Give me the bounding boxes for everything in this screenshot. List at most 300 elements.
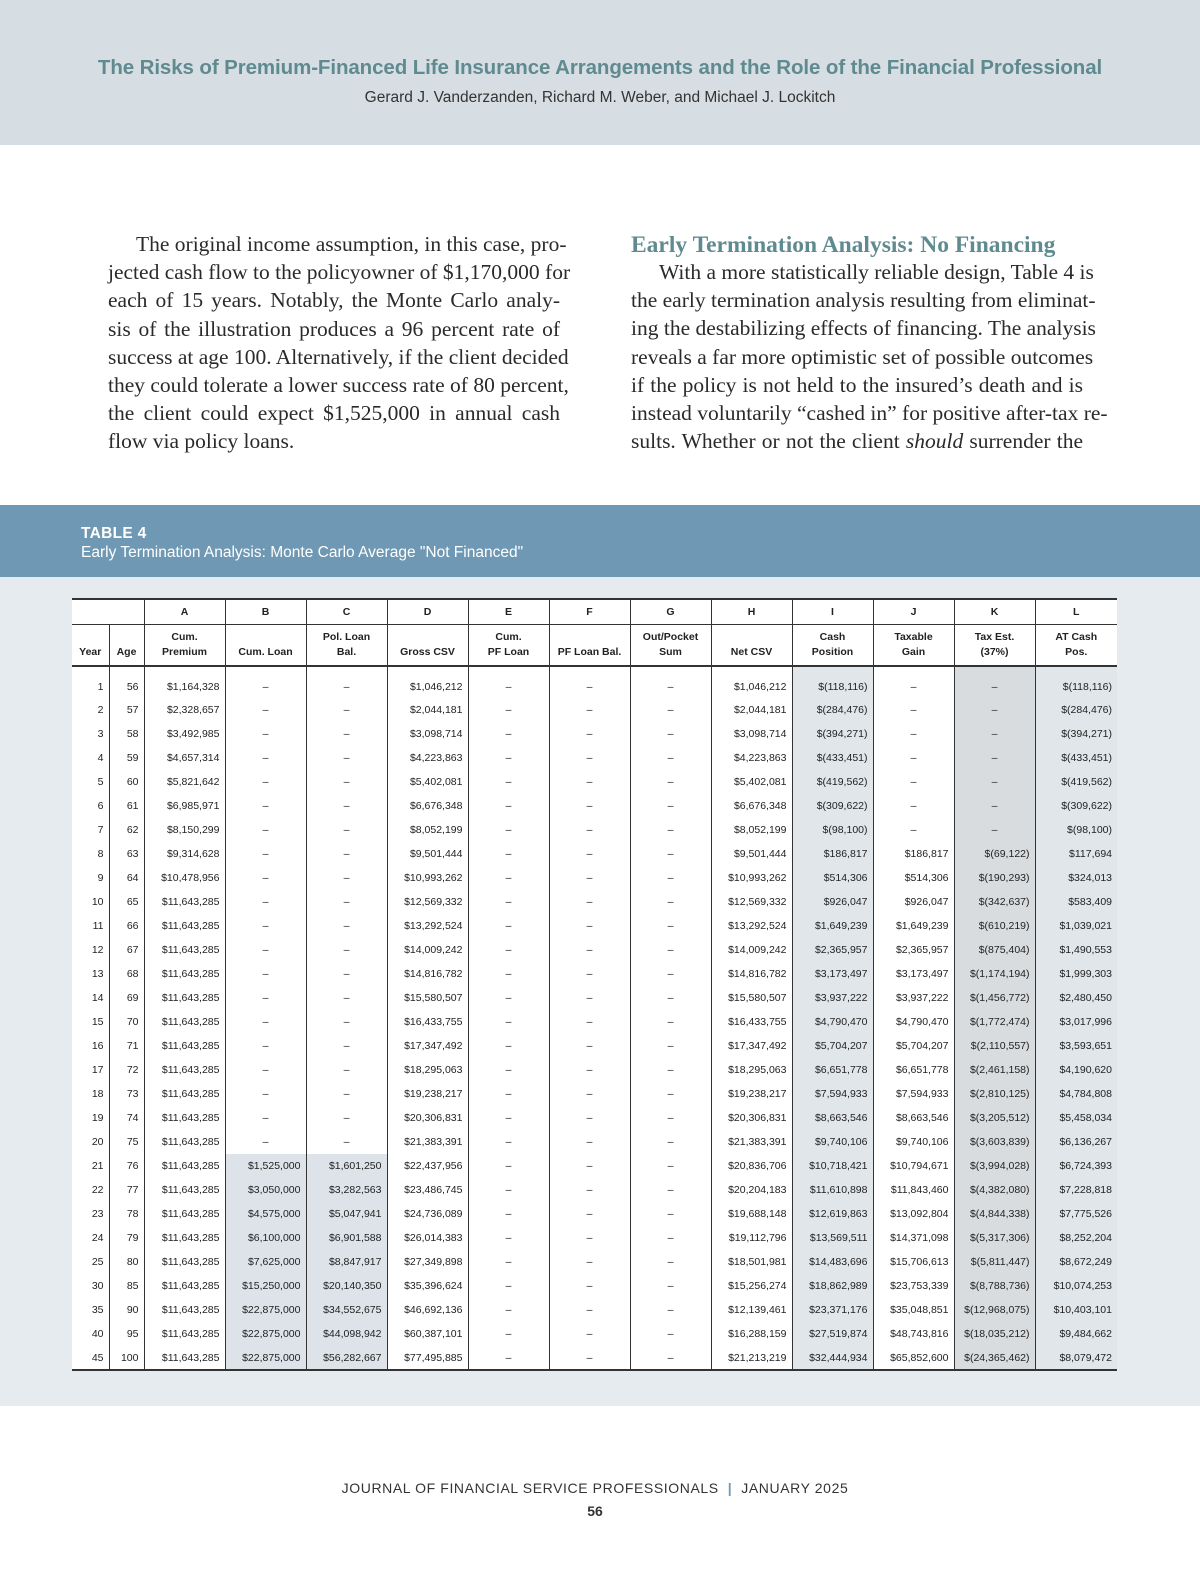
table-cell: $20,306,831: [711, 1106, 792, 1130]
table-cell: $2,328,657: [144, 698, 225, 722]
table-cell: –: [549, 666, 630, 698]
table-cell: 9: [97, 872, 104, 884]
table-cell: –: [306, 1082, 387, 1106]
table-cell: $8,079,472: [1035, 1346, 1117, 1370]
table-cell: $1,164,328: [144, 666, 225, 698]
right-line: With a more statistically reliable design, Table 4 is: [659, 260, 1094, 284]
journal-name: JOURNAL OF FINANCIAL SERVICE PROFESSIONALS: [341, 1480, 719, 1496]
table-cell: $514,306: [873, 866, 954, 890]
table-cell: –: [306, 842, 387, 866]
table-cell: –: [549, 1322, 630, 1346]
table-cell: $26,014,383: [387, 1226, 468, 1250]
table-cell: –: [549, 698, 630, 722]
table-cell: $1,046,212: [387, 666, 468, 698]
table-cell: $3,937,222: [792, 986, 873, 1010]
table-cell: 60: [109, 770, 144, 794]
column-header-text: Position: [811, 646, 854, 658]
table-cell: $8,663,546: [873, 1106, 954, 1130]
table-cell: $13,092,804: [873, 1202, 954, 1226]
table-cell: $11,643,285: [144, 1010, 225, 1034]
table-cell: $117,694: [1035, 842, 1117, 866]
column-header: [1035, 624, 1117, 666]
table-row: [72, 914, 1117, 938]
table-cell: $6,901,588: [306, 1226, 387, 1250]
right-line: [631, 427, 1083, 455]
table-cell: $11,643,285: [144, 1322, 225, 1346]
column-header: [792, 624, 873, 666]
table-cell: $4,657,314: [144, 746, 225, 770]
table-cell: $14,009,242: [387, 938, 468, 962]
table-cell: $3,050,000: [225, 1178, 306, 1202]
table-cell: –: [873, 666, 954, 698]
table-cell: $(875,404): [954, 938, 1035, 962]
table-cell: $1,649,239: [792, 914, 873, 938]
table-cell: –: [549, 722, 630, 746]
table-cell: 14: [91, 992, 104, 1004]
table-cell: 57: [109, 698, 144, 722]
table-cell: –: [225, 722, 306, 746]
table-cell: $65,852,600: [873, 1346, 954, 1370]
column-header: [549, 624, 630, 666]
table-cell: $1,490,553: [1035, 938, 1117, 962]
issue-date: JANUARY 2025: [741, 1480, 849, 1496]
table-cell: 69: [109, 986, 144, 1010]
table-cell: 90: [109, 1298, 144, 1322]
table-cell: –: [630, 1322, 711, 1346]
table-cell: 80: [109, 1250, 144, 1274]
table-cell: –: [630, 962, 711, 986]
table-cell: $9,501,444: [711, 842, 792, 866]
table-cell: $60,387,101: [387, 1322, 468, 1346]
table-caption: Early Termination Analysis: Monte Carlo Average "Not Financed": [81, 544, 524, 561]
table-cell: –: [954, 722, 1035, 746]
table-cell: $5,704,207: [792, 1034, 873, 1058]
column-header-text: Net CSV: [730, 646, 773, 658]
table-cell: $11,643,285: [144, 1130, 225, 1154]
table-cell: $(342,637): [954, 890, 1035, 914]
column-letter: L: [1035, 599, 1117, 624]
column-header: [225, 624, 306, 666]
table-cell: $3,282,563: [306, 1178, 387, 1202]
table-cell: –: [468, 1106, 549, 1130]
column-header-text: Out/Pocket: [642, 631, 699, 643]
table-cell: $4,784,808: [1035, 1082, 1117, 1106]
table-cell: $514,306: [792, 866, 873, 890]
table-cell: $4,223,863: [711, 746, 792, 770]
table-cell: –: [468, 1178, 549, 1202]
table-cell: $24,736,089: [387, 1202, 468, 1226]
table-cell: $22,437,956: [387, 1154, 468, 1178]
table-cell: $13,292,524: [387, 914, 468, 938]
table-cell: –: [630, 1082, 711, 1106]
table-cell: –: [306, 722, 387, 746]
table-cell: $(309,622): [792, 794, 873, 818]
column-header: [954, 624, 1035, 666]
table-cell: $11,643,285: [144, 1274, 225, 1298]
table-cell: 75: [109, 1130, 144, 1154]
table-cell: –: [630, 1130, 711, 1154]
table-cell: –: [549, 1106, 630, 1130]
table-cell: 21: [91, 1160, 104, 1172]
column-letter: H: [711, 599, 792, 624]
table-cell: 11: [92, 920, 104, 932]
column-header: [144, 624, 225, 666]
table-cell: –: [954, 794, 1035, 818]
table-cell: $(2,461,158): [954, 1058, 1035, 1082]
table-cell: –: [468, 1298, 549, 1322]
table-cell: –: [954, 818, 1035, 842]
table-cell: $35,396,624: [387, 1274, 468, 1298]
table-cell: –: [225, 1058, 306, 1082]
table-cell: 78: [109, 1202, 144, 1226]
table-row: [72, 1154, 1117, 1178]
table-cell: –: [306, 986, 387, 1010]
table-cell: 1: [97, 680, 104, 693]
column-header: [630, 624, 711, 666]
table-cell: –: [468, 1082, 549, 1106]
table-cell: –: [630, 938, 711, 962]
table-cell: –: [549, 1250, 630, 1274]
table-cell: $13,569,511: [792, 1226, 873, 1250]
table-cell: $(8,788,736): [954, 1274, 1035, 1298]
table-cell: –: [225, 842, 306, 866]
table-cell: –: [225, 770, 306, 794]
column-header-text: Pol. Loan: [322, 631, 371, 643]
table-cell: 20: [91, 1136, 104, 1148]
table-cell: –: [873, 698, 954, 722]
table-cell: $7,625,000: [225, 1250, 306, 1274]
table-cell: –: [549, 1130, 630, 1154]
table-cell: –: [468, 722, 549, 746]
table-cell: $15,706,613: [873, 1250, 954, 1274]
table-cell: –: [225, 1106, 306, 1130]
table-cell: $15,580,507: [387, 986, 468, 1010]
table-row: [72, 1082, 1117, 1106]
table-cell: 67: [109, 938, 144, 962]
table-cell: $12,619,863: [792, 1202, 873, 1226]
table-cell: –: [306, 746, 387, 770]
table-cell: $5,704,207: [873, 1034, 954, 1058]
table-cell: $20,306,831: [387, 1106, 468, 1130]
table-cell: –: [468, 1154, 549, 1178]
table-cell: –: [873, 818, 954, 842]
right-line: reveals a far more optimistic set of possible outcomes: [631, 344, 1094, 369]
table-cell: –: [549, 1298, 630, 1322]
table-cell: –: [468, 1010, 549, 1034]
table-row: [72, 986, 1117, 1010]
table-row: [72, 890, 1117, 914]
table-cell: –: [630, 866, 711, 890]
table-cell: $15,580,507: [711, 986, 792, 1010]
column-header-text: Pos.: [1065, 646, 1088, 658]
table-cell: –: [225, 1034, 306, 1058]
table-cell: –: [306, 1106, 387, 1130]
table-cell: $8,847,917: [306, 1250, 387, 1274]
table-cell: $(419,562): [792, 770, 873, 794]
table-cell: –: [306, 1130, 387, 1154]
left-column: [108, 230, 571, 456]
table-cell: 100: [109, 1346, 144, 1370]
table-cell: $1,039,021: [1035, 914, 1117, 938]
footer-journal: [0, 1480, 1190, 1496]
right-line: the early termination analysis resulting from eliminat-: [631, 288, 1096, 313]
left-line: each of 15 years. Notably, the Monte Carlo analy-: [108, 288, 560, 313]
table-cell: 59: [109, 746, 144, 770]
table-cell: $7,775,526: [1035, 1202, 1117, 1226]
table-cell: $56,282,667: [306, 1346, 387, 1370]
table-cell: $(118,116): [792, 666, 873, 698]
table-cell: $44,098,942: [306, 1322, 387, 1346]
table-cell: $(12,968,075): [954, 1298, 1035, 1322]
column-header-text: Year: [79, 646, 102, 658]
table-cell: –: [630, 1346, 711, 1370]
table-cell: $8,663,546: [792, 1106, 873, 1130]
table-cell: –: [549, 914, 630, 938]
table-cell: $11,643,285: [144, 1154, 225, 1178]
column-letter: G: [630, 599, 711, 624]
table-cell: $(284,476): [1035, 698, 1117, 722]
left-line: sis of the illustration produces a 96 percent rate of: [108, 316, 560, 341]
table-cell: –: [468, 914, 549, 938]
table-cell: $8,150,299: [144, 818, 225, 842]
table-cell: $(3,205,512): [954, 1106, 1035, 1130]
table-cell: $23,753,339: [873, 1274, 954, 1298]
table-cell: $8,252,204: [1035, 1226, 1117, 1250]
table-cell: $11,643,285: [144, 1178, 225, 1202]
table-row: [72, 1346, 1117, 1370]
table-cell: –: [225, 1130, 306, 1154]
table-cell: $9,484,662: [1035, 1322, 1117, 1346]
table-cell: $9,740,106: [792, 1130, 873, 1154]
column-header: [72, 624, 109, 666]
table-row: [72, 1058, 1117, 1082]
table-cell: –: [549, 1010, 630, 1034]
table-cell: –: [630, 1058, 711, 1082]
table-cell: 8: [97, 848, 104, 860]
table-cell: $1,649,239: [873, 914, 954, 938]
table-cell: $6,100,000: [225, 1226, 306, 1250]
table-cell: 61: [109, 794, 144, 818]
table-cell: $9,740,106: [873, 1130, 954, 1154]
right-column: [631, 230, 1108, 455]
table-cell: $10,794,671: [873, 1154, 954, 1178]
table-cell: –: [549, 746, 630, 770]
table-cell: –: [225, 666, 306, 698]
table-cell: 2: [97, 704, 104, 716]
table-cell: 73: [109, 1082, 144, 1106]
column-header-text: Cash: [819, 631, 846, 643]
table-cell: –: [468, 1226, 549, 1250]
table-cell: $10,074,253: [1035, 1274, 1117, 1298]
table-cell: –: [954, 666, 1035, 698]
table-cell: –: [468, 1202, 549, 1226]
table-cell: $3,173,497: [792, 962, 873, 986]
table-cell: –: [468, 890, 549, 914]
table-cell: 16: [91, 1040, 104, 1052]
table-cell: 22: [91, 1184, 104, 1196]
table-cell: –: [306, 698, 387, 722]
table-cell: $35,048,851: [873, 1298, 954, 1322]
table-cell: $3,937,222: [873, 986, 954, 1010]
right-line: instead voluntarily “cashed in” for positive after-tax re-: [631, 401, 1108, 426]
table-cell: –: [549, 962, 630, 986]
left-line: flow via policy loans.: [108, 429, 295, 454]
column-header: [109, 624, 144, 666]
column-letter: B: [225, 599, 306, 624]
column-header: [711, 624, 792, 666]
table-cell: 19: [91, 1112, 104, 1124]
table-cell: $11,643,285: [144, 1202, 225, 1226]
table-cell: $11,643,285: [144, 914, 225, 938]
column-header-text: AT Cash: [1055, 631, 1098, 643]
table-cell: 12: [91, 944, 104, 956]
table-cell: $(610,219): [954, 914, 1035, 938]
table-cell: $14,009,242: [711, 938, 792, 962]
table-cell: –: [873, 794, 954, 818]
table-cell: –: [630, 698, 711, 722]
table-cell: –: [225, 698, 306, 722]
table-cell: –: [468, 698, 549, 722]
table-cell: $11,843,460: [873, 1178, 954, 1202]
table-cell: 68: [109, 962, 144, 986]
table-cell: –: [225, 818, 306, 842]
table-cell: $926,047: [792, 890, 873, 914]
table-cell: $14,816,782: [387, 962, 468, 986]
table-cell: –: [549, 1034, 630, 1058]
table-cell: –: [873, 746, 954, 770]
table-cell: –: [306, 770, 387, 794]
table-cell: $17,347,492: [711, 1034, 792, 1058]
table-cell: –: [630, 1298, 711, 1322]
table-cell: –: [468, 962, 549, 986]
table-row: [72, 1250, 1117, 1274]
table-cell: –: [549, 866, 630, 890]
table-cell: $(4,382,080): [954, 1178, 1035, 1202]
table-cell: $11,643,285: [144, 1298, 225, 1322]
table-cell: $2,480,450: [1035, 986, 1117, 1010]
table-cell: –: [630, 818, 711, 842]
left-line: success at age 100. Alternatively, if the client decided: [108, 344, 569, 369]
table-cell: 74: [109, 1106, 144, 1130]
table-cell: –: [549, 1154, 630, 1178]
table-cell: $13,292,524: [711, 914, 792, 938]
column-header-text: Sum: [659, 646, 682, 658]
right-line-text: surrender the: [963, 429, 1083, 454]
table-cell: $(1,174,194): [954, 962, 1035, 986]
table-cell: $14,371,098: [873, 1226, 954, 1250]
table-cell: 17: [91, 1064, 104, 1076]
table-cell: $46,692,136: [387, 1298, 468, 1322]
table-cell: $5,402,081: [711, 770, 792, 794]
table-cell: –: [630, 1154, 711, 1178]
column-header-text: PF Loan: [487, 646, 530, 658]
table-cell: $8,672,249: [1035, 1250, 1117, 1274]
table-cell: –: [468, 666, 549, 698]
table-cell: –: [468, 1058, 549, 1082]
table-cell: $11,643,285: [144, 1250, 225, 1274]
table-row: [72, 666, 1117, 698]
table-row: [72, 770, 1117, 794]
column-letter: C: [306, 599, 387, 624]
table-cell: –: [630, 1202, 711, 1226]
table-cell: $16,288,159: [711, 1322, 792, 1346]
footer-separator: |: [727, 1480, 733, 1496]
table-cell: –: [468, 1130, 549, 1154]
column-header-text: Cum. Loan: [238, 646, 293, 658]
table-cell: –: [468, 866, 549, 890]
column-header-text: Taxable: [894, 631, 933, 643]
table-row: [72, 962, 1117, 986]
table-cell: $11,610,898: [792, 1178, 873, 1202]
table-cell: $11,643,285: [144, 890, 225, 914]
table-cell: $2,044,181: [711, 698, 792, 722]
table-cell: $6,676,348: [387, 794, 468, 818]
table-cell: 24: [91, 1232, 104, 1244]
table-cell: $7,228,818: [1035, 1178, 1117, 1202]
table-cell: 63: [109, 842, 144, 866]
table-cell: $324,013: [1035, 866, 1117, 890]
table-cell: $5,047,941: [306, 1202, 387, 1226]
table-cell: –: [306, 1058, 387, 1082]
column-letter: E: [468, 599, 549, 624]
table-cell: –: [468, 938, 549, 962]
table-row: [72, 842, 1117, 866]
table-row: [72, 1010, 1117, 1034]
table-row: [72, 1274, 1117, 1298]
table-cell: $12,139,461: [711, 1298, 792, 1322]
table-cell: $20,836,706: [711, 1154, 792, 1178]
table-cell: –: [306, 890, 387, 914]
table-cell: 10: [91, 896, 104, 908]
table-cell: $3,017,996: [1035, 1010, 1117, 1034]
table-cell: $19,238,217: [711, 1082, 792, 1106]
table-cell: 23: [91, 1208, 104, 1220]
column-header-text: (37%): [980, 646, 1009, 658]
table-cell: $11,643,285: [144, 1058, 225, 1082]
table-cell: –: [225, 938, 306, 962]
right-line: if the policy is not held to the insured’s death and is: [631, 372, 1083, 397]
right-line-text: sults. Whether or not the client: [631, 429, 906, 454]
table-cell: $34,552,675: [306, 1298, 387, 1322]
table-cell: $22,875,000: [225, 1298, 306, 1322]
table-cell: $(69,122): [954, 842, 1035, 866]
table-cell: –: [549, 1082, 630, 1106]
table-cell: $186,817: [792, 842, 873, 866]
table-cell: $14,816,782: [711, 962, 792, 986]
table-cell: $6,724,393: [1035, 1154, 1117, 1178]
table-cell: –: [468, 986, 549, 1010]
table-cell: 66: [109, 914, 144, 938]
table-cell: –: [225, 986, 306, 1010]
table-cell: $(1,456,772): [954, 986, 1035, 1010]
table-cell: 85: [109, 1274, 144, 1298]
table-row: [72, 1178, 1117, 1202]
table-cell: $(309,622): [1035, 794, 1117, 818]
table-cell: –: [549, 1202, 630, 1226]
table-cell: –: [549, 1226, 630, 1250]
left-line: they could tolerate a lower success rate of 80 percent,: [108, 373, 569, 398]
table-cell: –: [468, 1034, 549, 1058]
table-cell: –: [306, 962, 387, 986]
table-cell: 56: [109, 666, 144, 698]
column-letter: A: [144, 599, 225, 624]
table-cell: $27,519,874: [792, 1322, 873, 1346]
table-cell: –: [549, 770, 630, 794]
table-cell: $3,098,714: [387, 722, 468, 746]
table-cell: $8,052,199: [387, 818, 468, 842]
table-cell: –: [630, 914, 711, 938]
table-cell: $6,651,778: [873, 1058, 954, 1082]
